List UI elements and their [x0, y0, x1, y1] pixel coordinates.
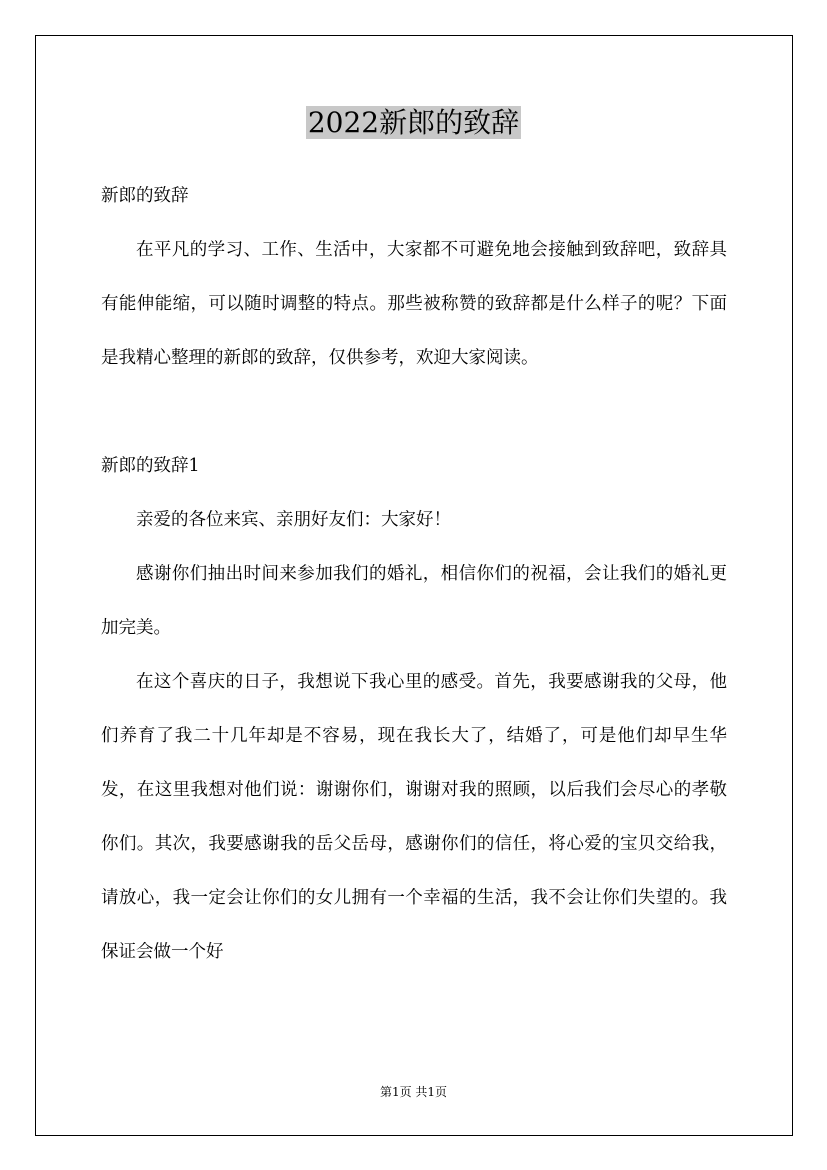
main-paragraph: 在这个喜庆的日子，我想说下我心里的感受。首先，我要感谢我的父母，他们养育了我二十几年却是不容易，现在我长大了，结婚了，可是他们却早生华发，在这里我想对他们说：谢谢你们，谢谢对我的照顾，以后我们会尽心的孝敬你们。其次，我要感谢我的岳父岳母，感谢你们的信任，将心爱的宝贝交给我，请放心，我一定会让你们的女儿拥有一个幸福的生活，我不会让你们失望的。我保证会做一个好 — [101, 672, 727, 962]
page-footer: 第1页 共1页 — [379, 1085, 448, 1099]
thanks-paragraph: 感谢你们抽出时间来参加我们的婚礼，相信你们的祝福，会让我们的婚礼更加完美。 — [101, 564, 727, 638]
paragraph-spacer — [101, 385, 727, 439]
intro-paragraph: 在平凡的学习、工作、生活中，大家都不可避免地会接触到致辞吧，致辞具有能伸能缩，可以随时调整的特点。那些被称赞的致辞都是什么样子的呢？下面是我精心整理的新郎的致辞，仅供参考，欢迎大家阅读。 — [101, 240, 727, 368]
document-body — [101, 169, 727, 979]
greeting-paragraph: 亲爱的各位来宾、亲朋好友们：大家好！ — [136, 510, 451, 530]
document-title — [0, 103, 827, 143]
document-title-text: 2022新郎的致辞 — [307, 106, 520, 139]
section-heading: 新郎的致辞 — [101, 186, 189, 206]
section-heading-numbered: 新郎的致辞1 — [101, 456, 200, 476]
